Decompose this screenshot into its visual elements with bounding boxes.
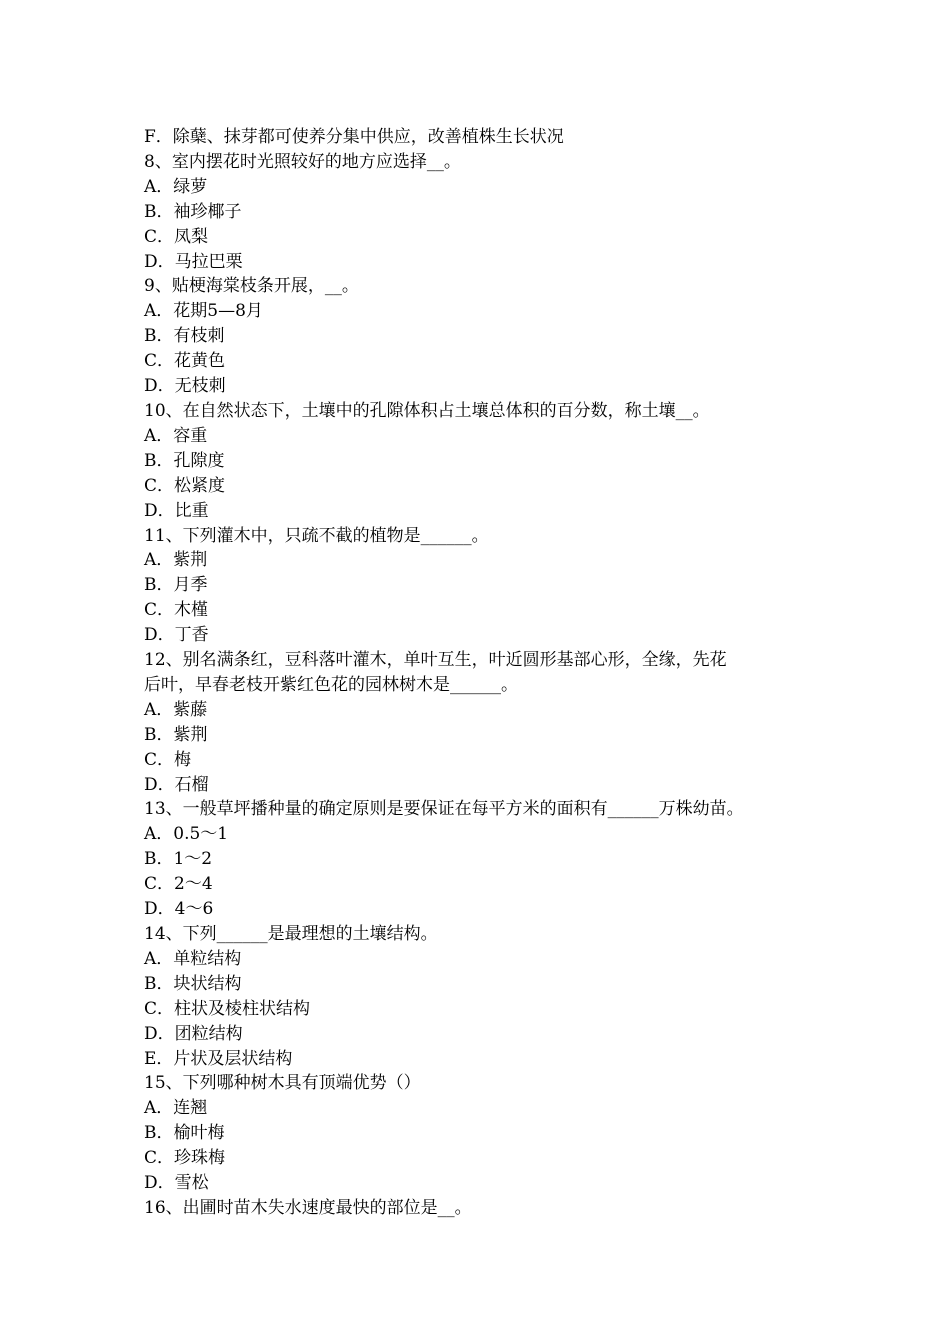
option-text: D．雪松 xyxy=(144,1173,209,1194)
option-text: D．丁香 xyxy=(144,625,209,646)
option-text: B．块状结构 xyxy=(144,973,242,994)
option-text: A．0.5～1 xyxy=(144,824,229,845)
option-text: A．紫荆 xyxy=(144,550,208,571)
option-text: B．袖珍椰子 xyxy=(144,201,242,222)
question-text: 10、在自然状态下，土壤中的孔隙体积占土壤总体积的百分数，称土壤__。 xyxy=(144,400,710,421)
option-text: A．容重 xyxy=(144,425,208,446)
option-text: D．4～6 xyxy=(144,899,214,920)
option-text: C．木槿 xyxy=(144,600,209,621)
option-text: B．榆叶梅 xyxy=(144,1123,225,1144)
option-text: A．花期5—8月 xyxy=(144,301,263,322)
option-text: A．单粒结构 xyxy=(144,948,242,969)
question-text: 13、一般草坪播种量的确定原则是要保证在每平方米的面积有______万株幼苗。 xyxy=(144,799,744,820)
option-text: D．比重 xyxy=(144,500,209,521)
question-text: 9、贴梗海棠枝条开展，__。 xyxy=(144,276,359,297)
option-text: C．梅 xyxy=(144,749,192,770)
option-text: D．马拉巴栗 xyxy=(144,251,243,272)
option-text: D．无枝刺 xyxy=(144,376,226,397)
option-text: B．紫荆 xyxy=(144,724,208,745)
question-text-continued: 后叶，早春老枝开紫红色花的园林树木是______。 xyxy=(144,674,518,695)
option-text: D．石榴 xyxy=(144,774,209,795)
option-text: E．片状及层状结构 xyxy=(144,1048,293,1069)
option-text: F．除蘖、抹芽都可使养分集中供应，改善植株生长状况 xyxy=(144,127,564,147)
option-text: A．紫藤 xyxy=(144,699,208,720)
option-text: C．凤梨 xyxy=(144,226,209,247)
question-text: 16、出圃时苗木失水速度最快的部位是__。 xyxy=(144,1197,472,1218)
option-text: C．松紧度 xyxy=(144,475,226,496)
question-text: 11、下列灌木中，只疏不截的植物是______。 xyxy=(144,525,489,546)
option-text: C．柱状及棱柱状结构 xyxy=(144,998,311,1019)
option-text: A．绿萝 xyxy=(144,176,208,197)
option-text: B．月季 xyxy=(144,575,208,596)
question-text: 12、别名满条红，豆科落叶灌木，单叶互生，叶近圆形基部心形，全缘，先花 xyxy=(144,650,727,671)
question-text: 14、下列______是最理想的土壤结构。 xyxy=(144,924,438,944)
document-body xyxy=(144,125,814,1221)
question-text: 15、下列哪种树木具有顶端优势（） xyxy=(144,1073,421,1094)
option-text: C．2～4 xyxy=(144,874,213,895)
question-text: 8、室内摆花时光照较好的地方应选择__。 xyxy=(144,151,461,172)
option-text: B．有枝刺 xyxy=(144,326,225,347)
option-text: C．花黄色 xyxy=(144,351,226,372)
option-text: B．1～2 xyxy=(144,849,213,870)
option-text: A．连翘 xyxy=(144,1098,208,1119)
option-text: D．团粒结构 xyxy=(144,1023,243,1044)
option-text: B．孔隙度 xyxy=(144,450,225,471)
option-text: C．珍珠梅 xyxy=(144,1148,226,1169)
